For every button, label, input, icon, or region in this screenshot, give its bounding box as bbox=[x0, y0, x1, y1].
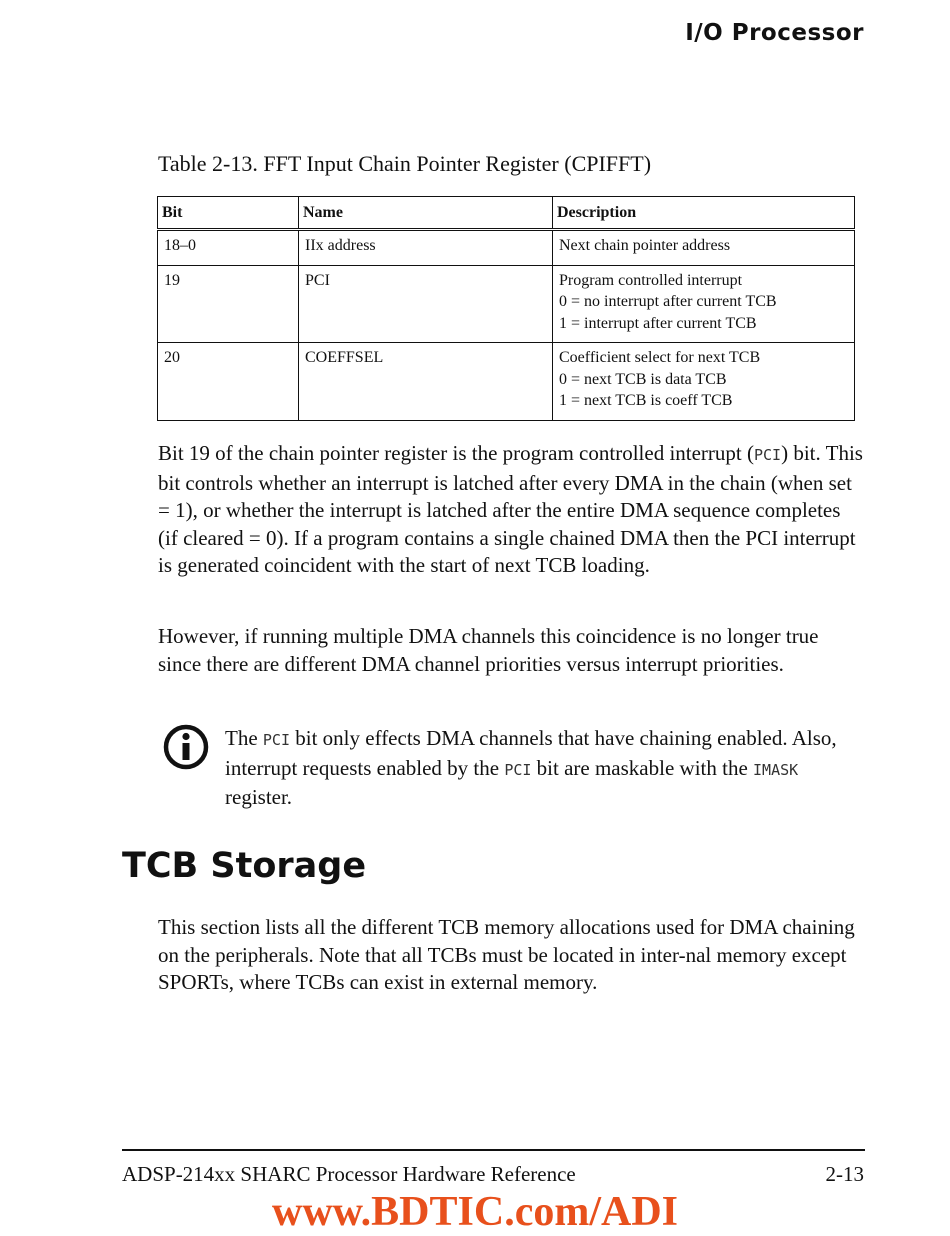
description-line: Program controlled interrupt bbox=[559, 271, 743, 289]
note-text: The PCI bit only effects DMA channels that have chaining enabled. Also, interrupt requests enabled by the PCI bit are maskable with the IMASK register. bbox=[225, 726, 837, 809]
table-header-row bbox=[158, 197, 855, 230]
table-caption: Table 2-13. FFT Input Chain Pointer Register (CPIFFT) bbox=[158, 151, 652, 176]
cell-bit: 18–0 bbox=[158, 230, 299, 266]
register-table bbox=[157, 196, 855, 421]
section-paragraph: This section lists all the different TCB memory allocations used for DMA chaining on the peripherals. Note that all TCBs must be located in inter-nal memory except SPORTs, where TCBs can exist in external memory. bbox=[158, 915, 855, 994]
column-header-bit: Bit bbox=[158, 197, 299, 230]
body-paragraph-coincidence: However, if running multiple DMA channels this coincidence is no longer true since there are different DMA channel priorities versus interrupt priorities. bbox=[158, 624, 819, 676]
watermark-link[interactable]: www.BDTIC.com/ADI bbox=[271, 1189, 678, 1235]
cell-name: COEFFSEL bbox=[299, 343, 553, 421]
description-line: Coefficient select for next TCB bbox=[559, 349, 761, 366]
description-line: Next chain pointer address bbox=[559, 237, 731, 254]
cell-bit: 20 bbox=[158, 343, 299, 421]
description-line: 1 = next TCB is coeff TCB bbox=[559, 392, 733, 409]
table-row bbox=[158, 230, 855, 266]
code-pci: PCI bbox=[754, 446, 782, 464]
section-heading: TCB Storage bbox=[122, 846, 367, 886]
table-row bbox=[158, 265, 855, 343]
cell-description bbox=[553, 230, 855, 266]
table-row bbox=[158, 343, 855, 421]
column-header-name: Name bbox=[299, 197, 553, 230]
cell-description bbox=[553, 265, 855, 343]
description-line: 0 = no interrupt after current TCB bbox=[559, 293, 777, 310]
code-imask: IMASK bbox=[753, 760, 799, 779]
description-line: 1 = interrupt after current TCB bbox=[559, 314, 757, 332]
column-header-description: Description bbox=[553, 197, 855, 230]
body-paragraph-pci: Bit 19 of the chain pointer register is the program controlled interrupt (PCI) bit. This bit controls whether an interrupt is latched after every DMA in the chain (when set = 1), or whether the interrupt is latched after the entire DMA sequence completes (if cleared = 0). If a program contains a single chained DMA then the PCI interrupt is generated coincident with the start of next TCB loading. bbox=[158, 441, 863, 577]
cell-name: PCI bbox=[299, 265, 553, 343]
cell-description bbox=[553, 343, 855, 421]
info-icon bbox=[163, 724, 209, 775]
cell-bit: 19 bbox=[158, 265, 299, 343]
description-line: 0 = next TCB is data TCB bbox=[559, 370, 727, 388]
page-number: 2-13 bbox=[825, 1162, 864, 1186]
footer-title: ADSP-214xx SHARC Processor Hardware Reference bbox=[122, 1162, 576, 1186]
running-header: I/O Processor bbox=[685, 20, 864, 46]
footer-divider bbox=[122, 1149, 865, 1151]
code-pci: PCI bbox=[504, 760, 532, 779]
code-pci: PCI bbox=[262, 731, 290, 749]
cell-name: IIx address bbox=[299, 230, 553, 266]
